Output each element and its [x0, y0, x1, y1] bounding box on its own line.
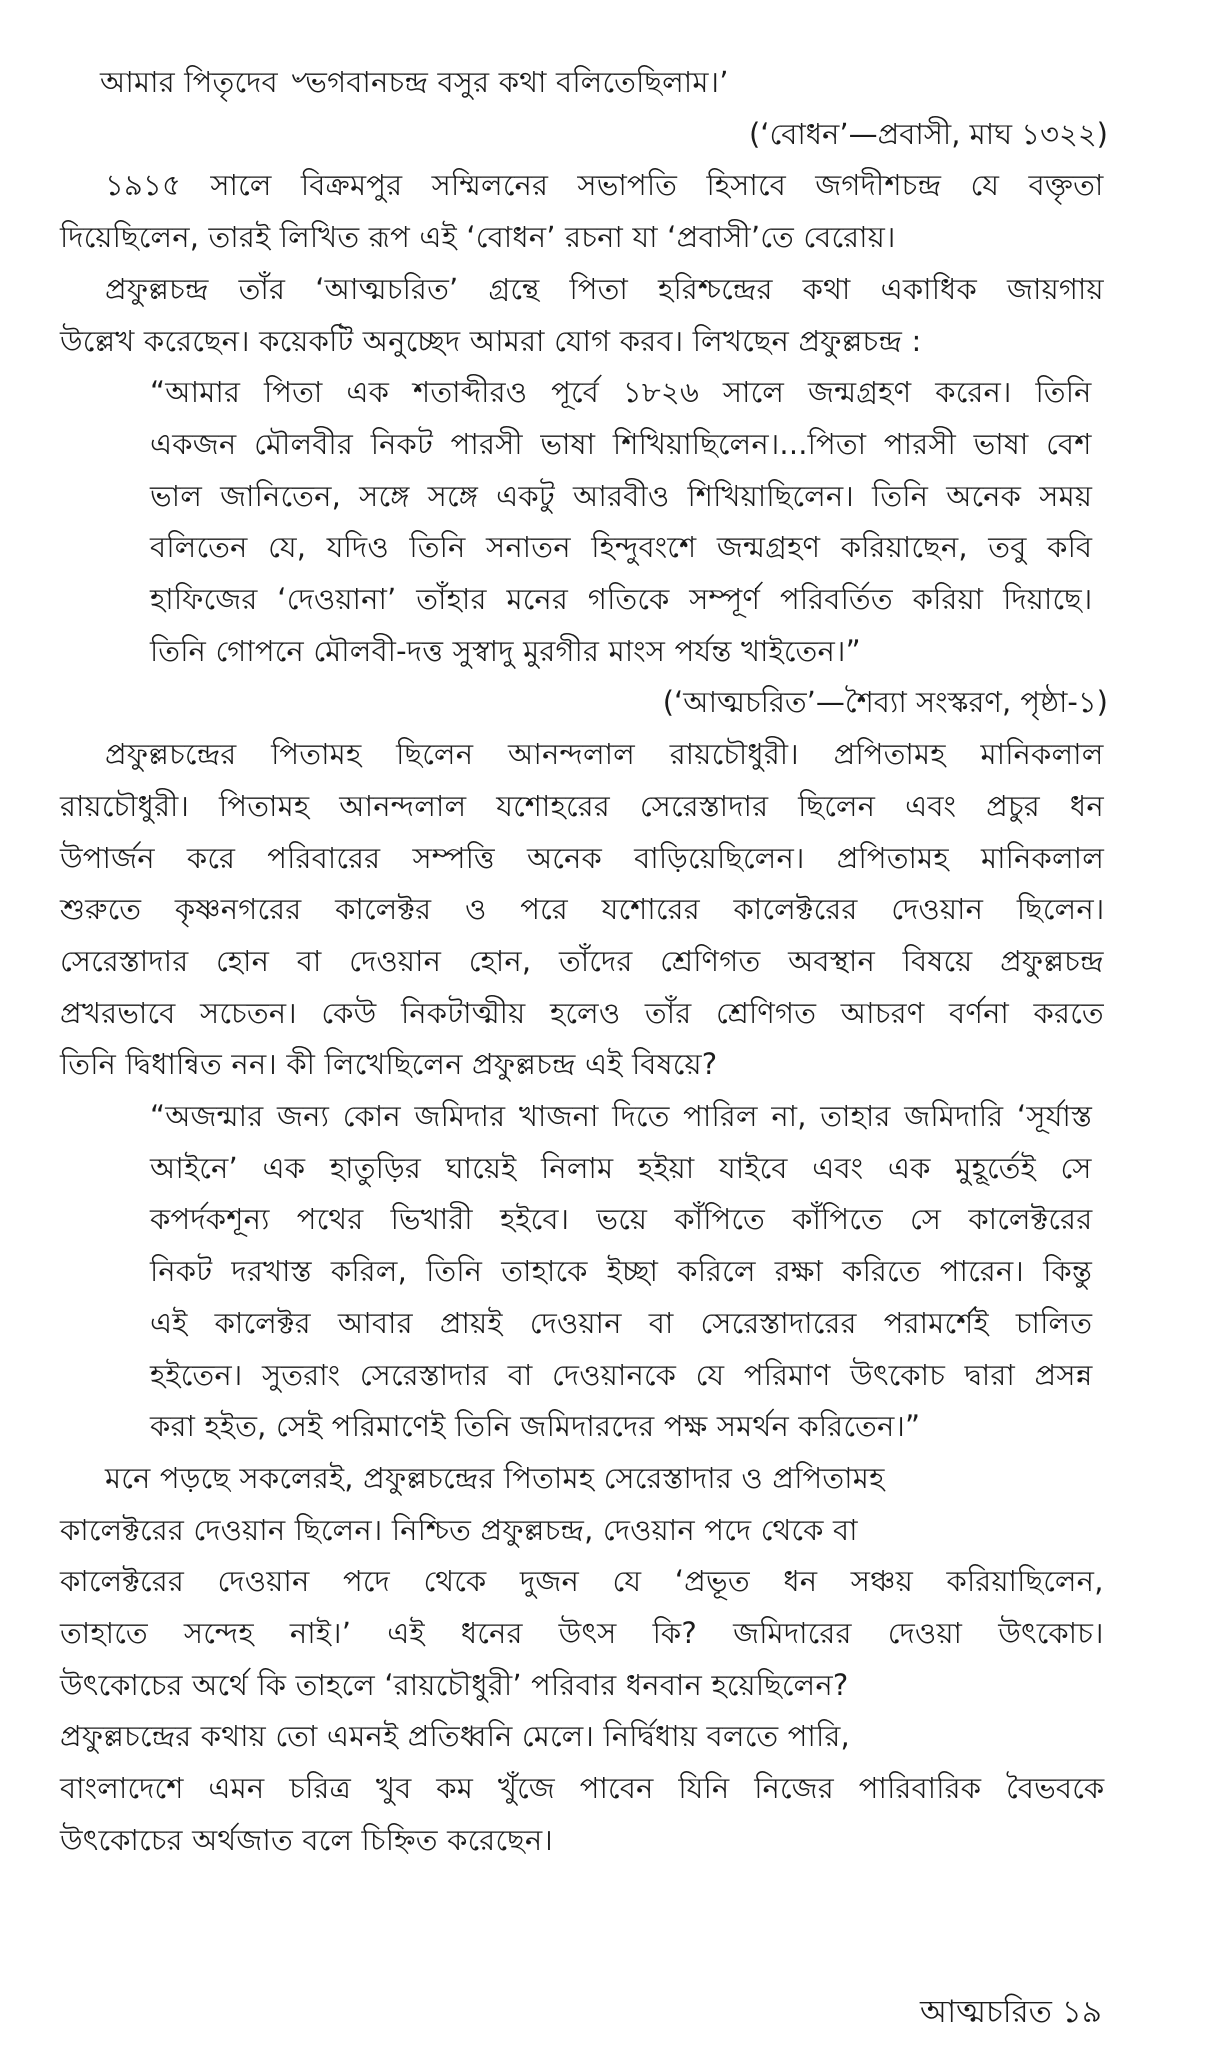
quote-line: নিকট দরখাস্ত করিল, তিনি তাহাকে ইচ্ছা করিলে রক্ষা করিতে পারেন। কিন্তু — [150, 1254, 1093, 1289]
quote-line: ভাল জানিতেন, সঙ্গে সঙ্গে একটু আরবীও শিখিয়াছিলেন। তিনি অনেক সময় — [150, 478, 1093, 513]
citation: (‘বোধন’—প্রবাসী, মাঘ ১৩২২) — [748, 116, 1108, 151]
quote-line: আমার পিতৃদেব ৺ভগবানচন্দ্র বসুর কথা বলিতেছিলাম।’ — [100, 65, 729, 99]
paragraph-line: কালেক্টরের দেওয়ান ছিলেন। নিশ্চিত প্রফুল্লচন্দ্র, দেওয়ান পদে থেকে বা — [60, 1512, 858, 1547]
quote-line: “অজন্মার জন্য কোন জমিদার খাজনা দিতে পারিল না, তাহার জমিদারি ‘সূর্যাস্ত — [150, 1099, 1093, 1133]
quote-line: তিনি গোপনে মৌলবী-দত্ত সুস্বাদু মুরগীর মাংস পর্যন্ত খাইতেন।” — [150, 633, 861, 668]
paragraph-line: সেরেস্তাদার হোন বা দেওয়ান হোন, তাঁদের শ্রেণিগত অবস্থান বিষয়ে প্রফুল্লচন্দ্র — [60, 943, 1104, 978]
quote-line: বলিতেন যে, যদিও তিনি সনাতন হিন্দুবংশে জন্মগ্রহণ করিয়াছেন, তবু কবি — [150, 530, 1093, 565]
paragraph-line: দিয়েছিলেন, তারই লিখিত রূপ এই ‘বোধন’ রচনা যা ‘প্রবাসী’তে বেরোয়। — [60, 220, 896, 255]
quote-line: করা হইত, সেই পরিমাণেই তিনি জমিদারদের পক্ষ সমর্থন করিতেন।” — [150, 1409, 921, 1444]
paragraph-line: প্রফুল্লচন্দ্র তাঁর ‘আত্মচরিত’ গ্রন্থে পিতা হরিশ্চন্দ্রের কথা একাধিক জায়গায় — [105, 271, 1104, 306]
page-footer: আত্মচরিত ১৯ — [919, 1994, 1102, 2030]
paragraph-line: ১৯১৫ সালে বিক্রমপুর সম্মিলনের সভাপতি হিসাবে জগদীশচন্দ্র যে বক্তৃতা — [105, 168, 1104, 203]
paragraph-line: কালেক্টরের দেওয়ান পদে থেকে দুজন যে ‘প্রভূত ধন সঞ্চয় করিয়াছিলেন, — [60, 1564, 1104, 1599]
paragraph-line: তিনি দ্বিধান্বিত নন। কী লিখেছিলেন প্রফুল্লচন্দ্র এই বিষয়ে? — [60, 1047, 718, 1082]
paragraph-line: প্রফুল্লচন্দ্রের পিতামহ ছিলেন আনন্দলাল রায়চৌধুরী। প্রপিতামহ মানিকলাল — [105, 737, 1104, 772]
quote-line: “আমার পিতা এক শতাব্দীরও পূর্বে ১৮২৬ সালে জন্মগ্রহণ করেন। তিনি — [150, 375, 1092, 410]
quote-line: হইতেন। সুতরাং সেরেস্তাদার বা দেওয়ানকে যে পরিমাণ উৎকোচ দ্বারা প্রসন্ন — [150, 1357, 1093, 1392]
paragraph-line: উল্লেখ করেছেন। কয়েকটি অনুচ্ছেদ আমরা যোগ করব। লিখছেন প্রফুল্লচন্দ্র : — [60, 323, 922, 358]
quote-line: কপর্দকশূন্য পথের ভিখারী হইবে। ভয়ে কাঁপিতে কাঁপিতে সে কালেক্টরের — [150, 1202, 1093, 1237]
paragraph-line: উৎকোচের অর্থজাত বলে চিহ্নিত করেছেন। — [60, 1822, 553, 1857]
paragraph-line: তাহাতে সন্দেহ নাই।’ এই ধনের উৎস কি? জমিদারের দেওয়া উৎকোচ। — [60, 1616, 1104, 1650]
paragraph-line: উপার্জন করে পরিবারের সম্পত্তি অনেক বাড়িয়েছিলেন। প্রপিতামহ মানিকলাল — [60, 840, 1105, 875]
paragraph-line: প্রখরভাবে সচেতন। কেউ নিকটাত্মীয় হলেও তাঁর শ্রেণিগত আচরণ বর্ণনা করতে — [60, 995, 1104, 1030]
quote-line: হাফিজের ‘দেওয়ানা’ তাঁহার মনের গতিকে সম্পূর্ণ পরিবর্তিত করিয়া দিয়াছে। — [150, 582, 1093, 616]
paragraph-line: শুরুতে কৃষ্ণনগরের কালেক্টর ও পরে যশোরের কালেক্টরের দেওয়ান ছিলেন। — [60, 892, 1105, 927]
paragraph-line: প্রফুল্লচন্দ্রের কথায় তো এমনই প্রতিধ্বনি মেলে। নির্দ্বিধায় বলতে পারি, — [60, 1719, 850, 1754]
quote-line: আইনে’ এক হাতুড়ির ঘায়েই নিলাম হইয়া যাইবে এবং এক মুহূর্তেই সে — [150, 1150, 1092, 1185]
paragraph-line: উৎকোচের অর্থে কি তাহলে ‘রায়চৌধুরী’ পরিবার ধনবান হয়েছিলেন? — [60, 1667, 849, 1702]
quote-line: এই কালেক্টর আবার প্রায়ই দেওয়ান বা সেরেস্তাদারের পরামর্শেই চালিত — [150, 1305, 1093, 1340]
paragraph-line: বাংলাদেশে এমন চরিত্র খুব কম খুঁজে পাবেন যিনি নিজের পারিবারিক বৈভবকে — [60, 1771, 1105, 1806]
paragraph-line: রায়চৌধুরী। পিতামহ আনন্দলাল যশোহরের সেরেস্তাদার ছিলেন এবং প্রচুর ধন — [60, 788, 1104, 823]
citation: (‘আত্মচরিত’—শৈব্যা সংস্করণ, পৃষ্ঠা-১) — [662, 685, 1108, 720]
quote-line: একজন মৌলবীর নিকট পারসী ভাষা শিখিয়াছিলেন।...পিতা পারসী ভাষা বেশ — [150, 426, 1092, 461]
paragraph-line: মনে পড়ছে সকলেরই, প্রফুল্লচন্দ্রের পিতামহ সেরেস্তাদার ও প্রপিতামহ — [105, 1460, 885, 1495]
